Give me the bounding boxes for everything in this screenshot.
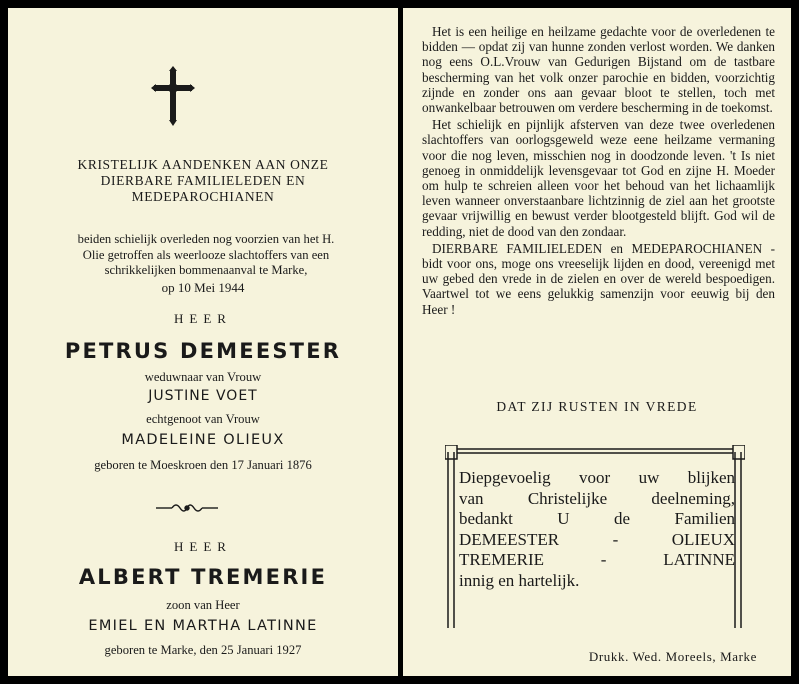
intro-body-line: beiden schielijk overleden nog voorzien van het H.: [77, 232, 335, 246]
intro-body-line: schrikkelijken bommenaanval te Marke,: [104, 263, 308, 277]
intro-title: [8, 157, 398, 205]
person1-title: HEER: [174, 311, 232, 326]
right-page: [403, 8, 791, 676]
intro-body: [24, 232, 388, 279]
death-date: op 10 Mei 1944: [161, 280, 245, 295]
person2-name: ALBERT TREMERIE: [78, 565, 328, 589]
thanks-line: Diepgevoelig voor uw blijken: [459, 468, 735, 487]
thanks-box: [459, 468, 735, 591]
person1-spouse2: MADELEINE OLIEUX: [121, 432, 285, 448]
person1-name: PETRUS DEMEESTER: [64, 339, 342, 363]
person2-title: HEER: [174, 539, 232, 554]
person2-parents: EMIEL EN MARTHA LATINNE: [88, 618, 318, 634]
person1-born: geboren te Moeskroen den 17 Januari 1876: [94, 458, 312, 472]
prayer-paragraph: Het is een heilige en heilzame gedachte voor de overledenen te bidden — opdat zij van hunne zonden verlost worden. We danken nog eens O.L.Vrouw van Gedurigen Bijstand om de tastbare bescherming van het volk onzer parochie en bidden, voorzichtig zijnde en zonder ons aan gevaar bloot te stellen, toch met onwankelbaar betrouwen om verdere bescherming in de toekomst.: [422, 24, 775, 116]
person1-relation2: echtgenoot van Vrouw: [146, 412, 260, 426]
thanks-line: innig en hartelijk.: [459, 570, 580, 590]
prayer-text: [422, 24, 775, 317]
person2-born: geboren te Marke, den 25 Januari 1927: [104, 643, 302, 657]
intro-body-line: Olie getroffen als weerlooze slachtoffers van een: [82, 247, 330, 262]
prayer-paragraph: DIERBARE FAMILIELEDEN en MEDEPAROCHIANEN - bidt voor ons, moge ons vreeselijk lijden en dood, vereenigd met uw gebed den vrede in de zielen en over de wereld bespoedigen. Vaartwel tot we eens gelukkig samenzijn voor eeuwig bij den Heer !: [422, 240, 775, 317]
thanks-line: TREMERIE - LATINNE: [459, 550, 735, 569]
intro-title-line: KRISTELIJK AANDENKEN AAN ONZE: [77, 157, 329, 172]
intro-title-line: MEDEPAROCHIANEN: [131, 189, 275, 204]
thanks-line: van Christelijke deelneming,: [459, 488, 735, 508]
left-page: [8, 8, 398, 676]
thanks-line: bedankt U de Familien: [459, 509, 735, 528]
divider-ornament-icon: [156, 502, 218, 514]
thanks-line: DEMEESTER - OLIEUX: [459, 529, 735, 549]
person1-relation1: weduwnaar van Vrouw: [144, 370, 262, 384]
rip-line: DAT ZIJ RUSTEN IN VREDE: [496, 399, 698, 414]
person2-relation: zoon van Heer: [166, 598, 240, 612]
prayer-paragraph: Het schielijk en pijnlijk afsterven van deze twee overledenen slachtoffers van oorlogsgeweld weze eene heilzame vermaning voor die nog leven, misschien nog in doodzonde leven. 't Is niet genoeg in onmiddelijk levensgevaar tot God en zijne H. Moeder om hulp te schreien alleen voor het behoud van het lichaamlijk leven wanneer onverstaanbare lichtzinnig de ziel aan het grootste gevaar vrijwillig en bewust verder blootgesteld blijft. God wil de redding, niet de dood van den zondaar.: [422, 117, 775, 239]
printer-credit: Drukk. Wed. Moreels, Marke: [588, 649, 757, 664]
intro-title-line: DIERBARE FAMILIELEDEN EN: [100, 173, 306, 188]
ornate-cross-icon: [151, 66, 195, 126]
frame-top-bar: [445, 445, 745, 461]
person1-spouse1: JUSTINE VOET: [148, 388, 258, 404]
frame-left-post: [446, 452, 457, 628]
